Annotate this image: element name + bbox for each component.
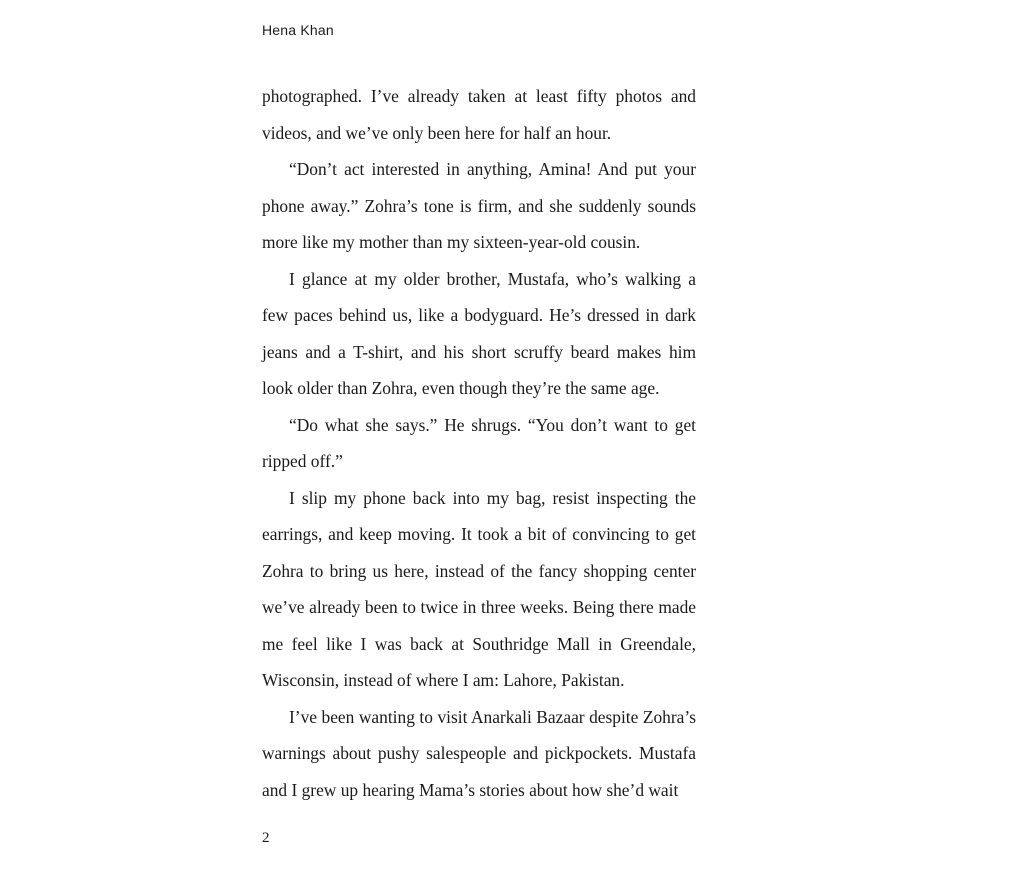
paragraph: photographed. I’ve already taken at least fifty photos and videos, and we’ve only been here for half an hour. [262,86,696,143]
paragraph: “Do what she says.” He shrugs. “You don’t want to get ripped off.” [262,414,696,471]
page-number: 2 [262,830,270,846]
running-head-author: Hena Khan [262,22,334,38]
paragraph: I slip my phone back into my bag, resist inspecting the earrings, and keep moving. It took a bit of convincing to get Zohra to bring us here, instead of the fancy shopping center we’ve already been to twice in three weeks. Being there made me feel like I was back at Southridge Mall in Greendale, Wisconsin, instead of where I am: Lahore, Pakistan. [262,487,696,690]
paragraph: “Don’t act interested in anything, Amina! And put your phone away.” Zohra’s tone is firm, and she suddenly sounds more like my mother than my sixteen-year-old cousin. [262,159,696,252]
paragraph: I’ve been wanting to visit Anarkali Bazaar despite Zohra’s warnings about pushy salespeople and pickpockets. Mustafa and I grew up hearing Mama’s stories about how she’d wait [262,706,696,800]
paragraph: I glance at my older brother, Mustafa, who’s walking a few paces behind us, like a bodyguard. He’s dressed in dark jeans and a T-shirt, and his short scruffy beard makes him look older than Zohra, even though they’re the same age. [262,268,696,398]
body-text [262,78,696,808]
